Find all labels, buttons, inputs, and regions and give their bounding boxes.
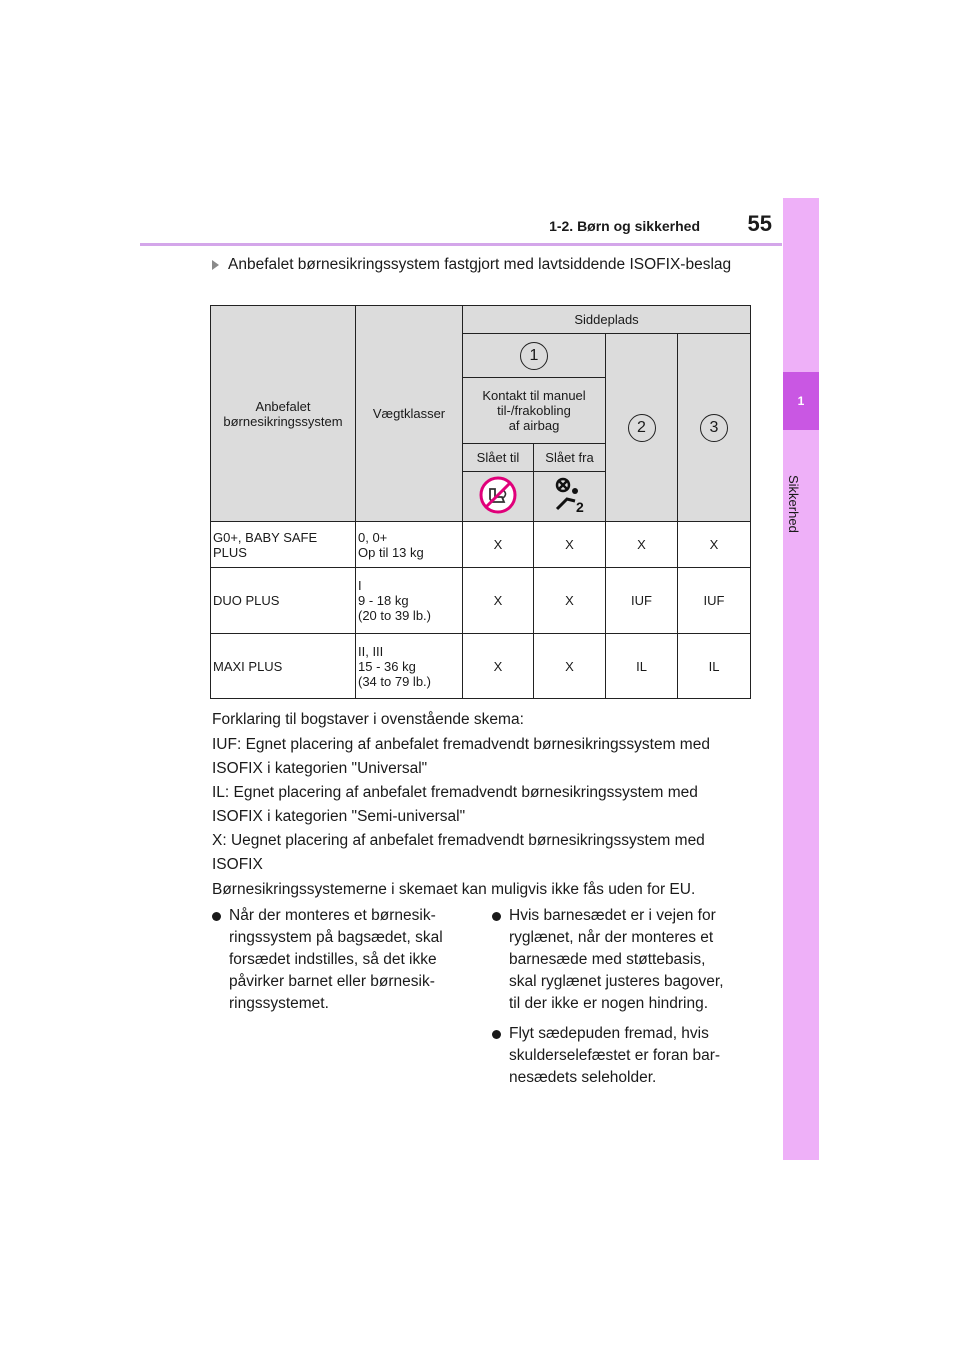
- side-tab: [783, 198, 819, 1160]
- table-row: [211, 634, 751, 699]
- row-off: X: [534, 522, 606, 568]
- header-switch-on: Slået til: [463, 444, 534, 472]
- bullet-dot-icon: [492, 912, 501, 921]
- table-row: [211, 522, 751, 568]
- row-weight: II, III 15 - 36 kg (34 to 79 lb.): [356, 634, 463, 699]
- row-pos3: IUF: [678, 568, 751, 634]
- list-item: [212, 905, 472, 1015]
- triangle-bullet-icon: [212, 260, 219, 270]
- header-system: Anbefalet børnesikringssystem: [211, 306, 356, 522]
- legend-note: Børnesikringssystemerne i skemaet kan muligvis ikke fås uden for EU.: [212, 881, 696, 898]
- intro-heading: [212, 253, 732, 277]
- seat-position-1: 1: [520, 342, 548, 370]
- page-number: 55: [747, 211, 772, 236]
- header-weight: Vægtklasser: [356, 306, 463, 522]
- bullets-right: [492, 905, 752, 1089]
- legend-iuf: IUF: Egnet placering af anbefalet fremadvendt børnesikringssystem med ISOFIX i kategorien "Universal": [212, 736, 710, 777]
- seat-position-2: 2: [628, 414, 656, 442]
- legend-il: IL: Egnet placering af anbefalet fremadvendt børnesikringssystem med ISOFIX i kategorien "Semi-universal": [212, 784, 698, 825]
- row-on: X: [463, 522, 534, 568]
- icon-cell-on: [463, 472, 534, 522]
- row-system: G0+, BABY SAFE PLUS: [211, 522, 356, 568]
- header-switch-off: Slået fra: [534, 444, 606, 472]
- airbag-on-icon: [549, 475, 591, 515]
- header-seating: Siddeplads: [463, 306, 751, 334]
- row-system: MAXI PLUS: [211, 634, 356, 699]
- intro-text: Anbefalet børnesikringssystem fastgjort med lavtsiddende ISOFIX-beslag: [228, 256, 732, 273]
- row-off: X: [534, 634, 606, 699]
- position-1-cell: [463, 334, 606, 378]
- list-item: [492, 1023, 752, 1089]
- svg-text:2: 2: [575, 499, 584, 515]
- row-pos3: IL: [678, 634, 751, 699]
- seat-position-3: 3: [700, 414, 728, 442]
- position-3-cell: [678, 334, 751, 522]
- row-system: DUO PLUS: [211, 568, 356, 634]
- bullet-text: Når der monteres et børnesik- ringssystem på bagsædet, skal forsædet indstilles, så det ikke påvirker barnet eller børnesik- ringssystemet.: [229, 907, 443, 1012]
- table-row: [211, 568, 751, 634]
- legend-x: X: Uegnet placering af anbefalet fremadvendt børnesikringssystem med ISOFIX: [212, 832, 705, 873]
- icon-cell-off: [534, 472, 606, 522]
- bullet-dot-icon: [212, 912, 221, 921]
- header-divider: [140, 243, 782, 246]
- row-pos2: IUF: [606, 568, 678, 634]
- bullets-left: [212, 905, 472, 1015]
- row-weight: I 9 - 18 kg (20 to 39 lb.): [356, 568, 463, 634]
- row-on: X: [463, 568, 534, 634]
- row-pos2: X: [606, 522, 678, 568]
- row-pos2: IL: [606, 634, 678, 699]
- header-airbag-switch: Kontakt til manuel til-/frakobling af airbag: [463, 378, 606, 444]
- position-2-cell: [606, 334, 678, 522]
- row-weight: 0, 0+ Op til 13 kg: [356, 522, 463, 568]
- row-pos3: X: [678, 522, 751, 568]
- list-item: [492, 905, 752, 1015]
- chapter-number: 1: [783, 372, 819, 430]
- bullet-dot-icon: [492, 1030, 501, 1039]
- row-on: X: [463, 634, 534, 699]
- chapter-label: Sikkerhed: [786, 475, 801, 533]
- bullet-text: Hvis barnesædet er i vejen for ryglænet, når der monteres et barnesæde med støttebasis, skal ryglænet justeres bagover, til der ikke er nogen hindring.: [509, 907, 724, 1012]
- row-off: X: [534, 568, 606, 634]
- bullet-text: Flyt sædepuden fremad, hvis skulderselefæstet er foran bar- nesædets seleholder.: [509, 1025, 721, 1086]
- airbag-off-prohibited-icon: [478, 475, 518, 515]
- section-title: 1-2. Børn og sikkerhed: [549, 218, 700, 234]
- isofix-table: [210, 305, 751, 699]
- legend-intro: Forklaring til bogstaver i ovenstående skema:: [212, 711, 524, 728]
